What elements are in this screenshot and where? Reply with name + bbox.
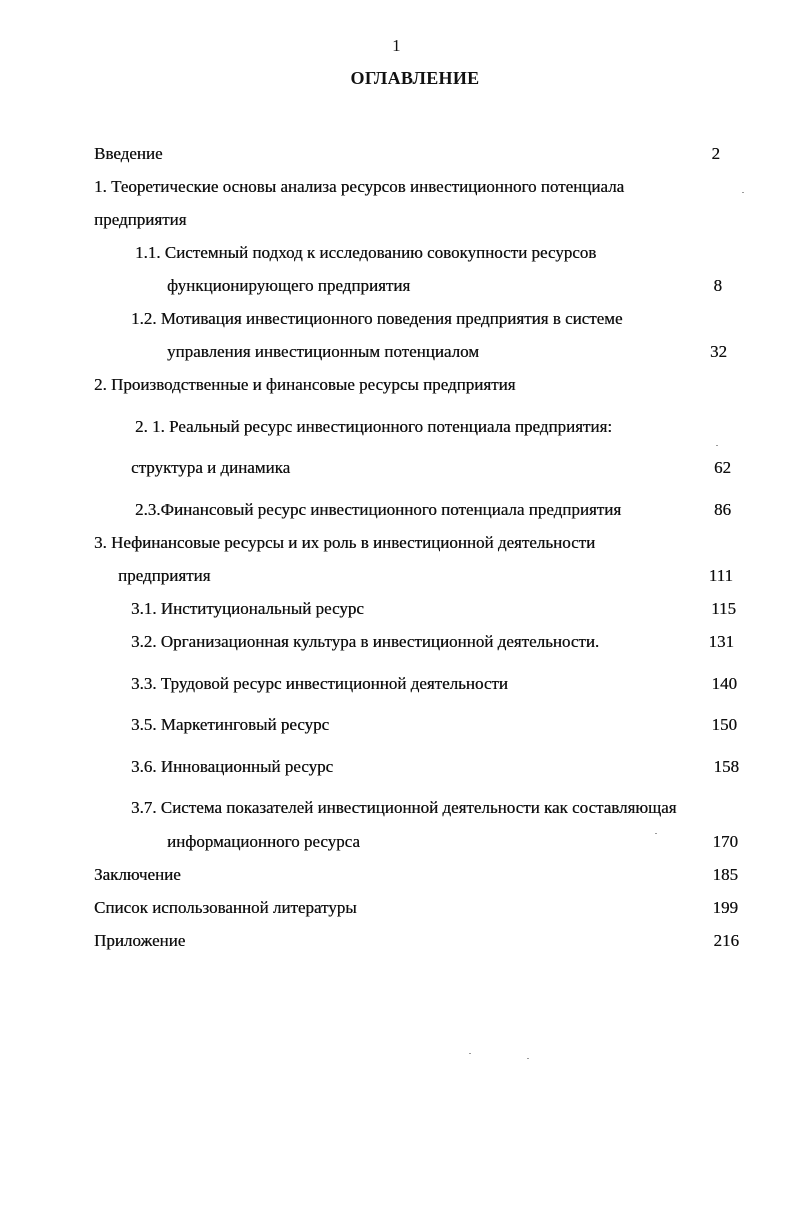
toc-entry-text-line-2: управления инвестиционным потенциалом [167, 342, 479, 361]
toc-entry-text-line-1: 1.2. Мотивация инвестиционного поведения предприятия в системе [131, 309, 623, 328]
toc-entry-text-line-1: 1. Теоретические основы анализа ресурсов инвестиционного потенциала [94, 177, 625, 196]
toc-entry-text: 3.6. Инновационный ресурс [131, 757, 334, 776]
toc-page-number: 8 [713, 276, 722, 295]
scan-speck [655, 833, 657, 834]
toc-entry-text-line-2: предприятия [118, 566, 211, 585]
toc-entry-text: Приложение [94, 931, 186, 950]
toc-page-number: 131 [708, 632, 734, 651]
toc-entry-text-line-2: предприятия [94, 210, 187, 229]
toc-entry-text-line-1: 3. Нефинансовые ресурсы и их роль в инвестиционной деятельности [94, 533, 596, 552]
toc-page-number: 150 [711, 715, 737, 734]
toc-page-number: 185 [712, 865, 738, 884]
toc-entry-text: 3.5. Маркетинговый ресурс [131, 715, 330, 734]
toc-page-number: 158 [713, 757, 739, 776]
toc-page-number: 115 [711, 599, 736, 618]
toc-entry-text: 3.2. Организационная культура в инвестиционной деятельности. [131, 632, 600, 651]
toc-page-number: 32 [710, 342, 727, 361]
scan-speck [742, 192, 744, 193]
toc-entry-text: Заключение [94, 865, 181, 884]
toc-page-number: 140 [711, 674, 737, 693]
toc-entry-text-line-1: 3.7. Система показателей инвестиционной деятельности как составляющая [131, 798, 677, 817]
scan-speck [716, 445, 718, 446]
toc-page-number: 2 [711, 144, 720, 163]
toc-entry-text: 3.1. Институциональный ресурс [131, 599, 364, 618]
page-title: ОГЛАВЛЕНИЕ [350, 68, 480, 88]
toc-page-number: 62 [714, 458, 731, 477]
toc-entry-text-line-2: структура и динамика [131, 458, 291, 477]
toc-entry-text: 2.3.Финансовый ресурс инвестиционного потенциала предприятия [135, 500, 622, 519]
toc-entry-text: 2. Производственные и финансовые ресурсы предприятия [94, 375, 516, 394]
toc-page-number: 111 [708, 566, 733, 585]
scan-speck [469, 1053, 471, 1054]
toc-entry-text-line-2: информационного ресурса [167, 832, 360, 851]
page-number: 1 [392, 36, 401, 55]
toc-page-number: 199 [712, 898, 738, 917]
toc-entry-text: Список использованной литературы [94, 898, 357, 917]
toc-page-number: 86 [714, 500, 731, 519]
toc-entry-text: 3.3. Трудовой ресурс инвестиционной деятельности [131, 674, 508, 693]
toc-entry-text-line-1: 1.1. Системный подход к исследованию совокупности ресурсов [135, 243, 597, 262]
toc-entry-text-line-2: функционирующего предприятия [167, 276, 411, 295]
toc-entry-text-line-1: 2. 1. Реальный ресурс инвестиционного потенциала предприятия: [135, 417, 612, 436]
toc-page-number: 170 [712, 832, 738, 851]
toc-entry-text: Введение [94, 144, 163, 163]
toc-page-number: 216 [713, 931, 739, 950]
scan-speck [527, 1058, 529, 1059]
